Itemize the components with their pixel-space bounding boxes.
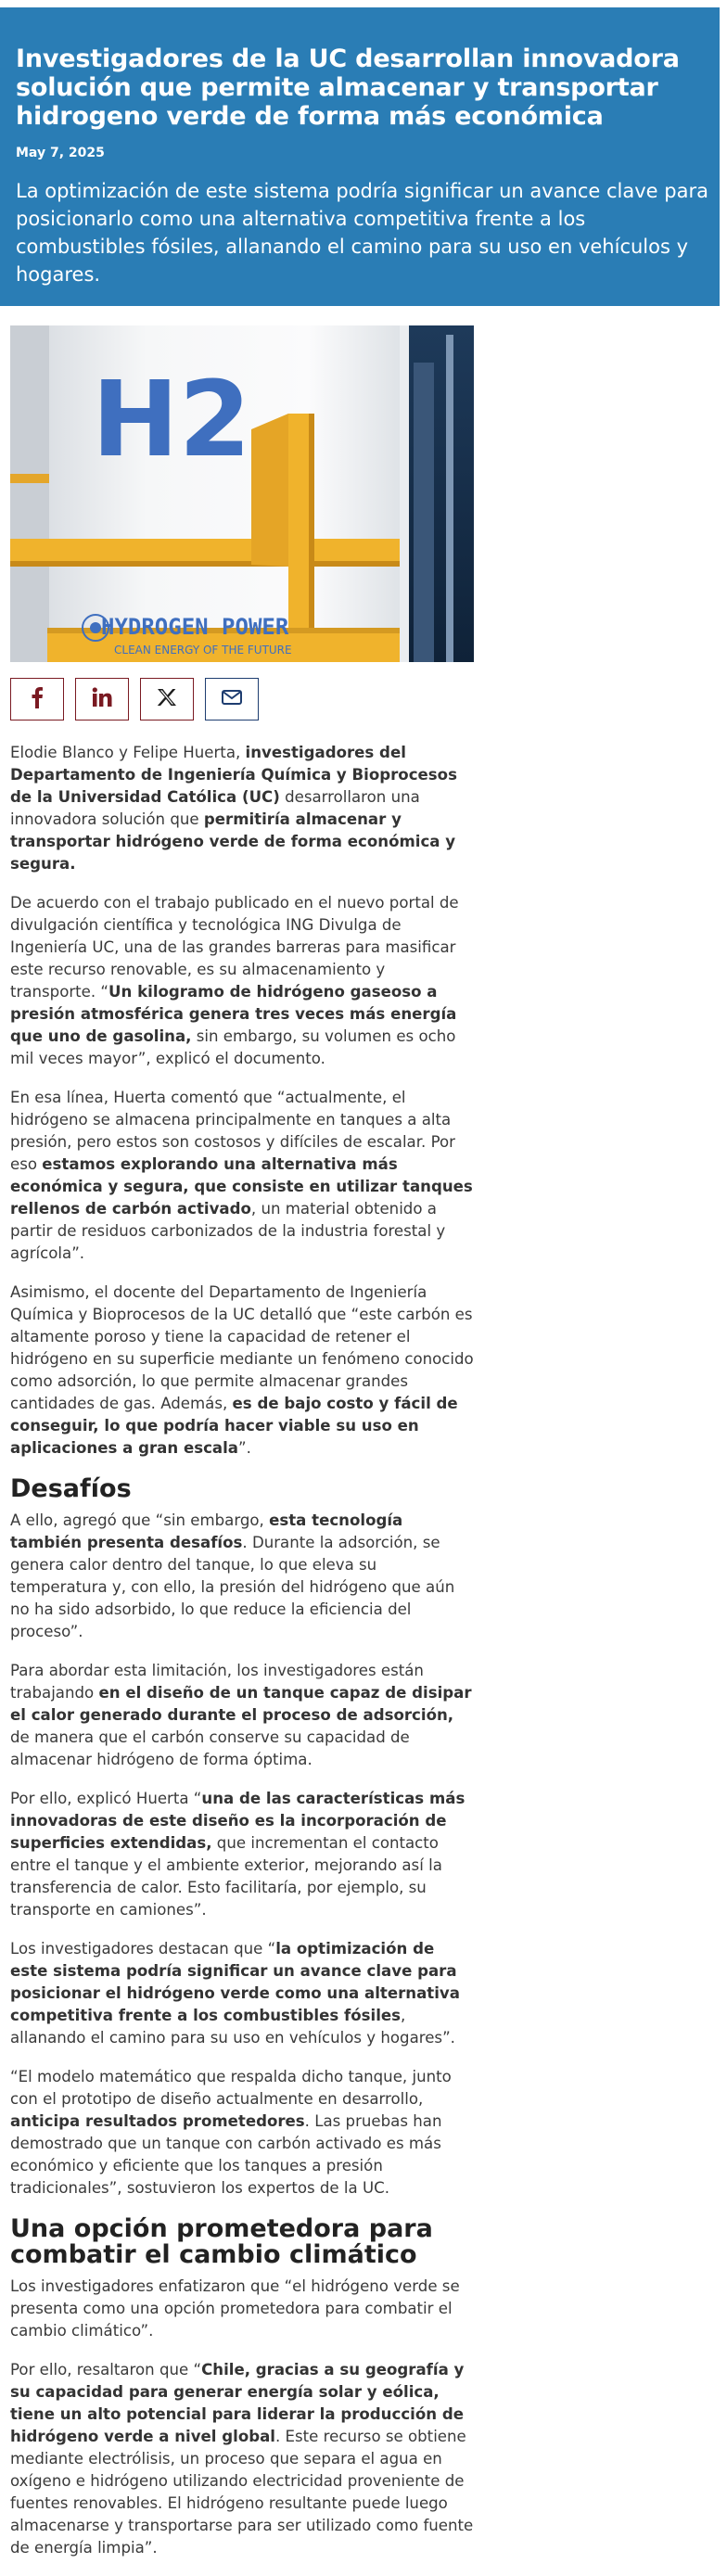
brand-label-graphic: HYDROGEN POWER: [101, 614, 289, 640]
article-subtitle: La optimización de este sistema podría significar un avance clave para posicionarlo como una alternativa competitiva frente a los combustibles fósiles, allanando el camino para su uso en vehículos y hogares.: [16, 180, 708, 286]
paragraph: De acuerdo con el trabajo publicado en el nuevo portal de divulgación científica y tecnológica ING Divulga de Ingeniería UC, una de las grandes barreras para masificar este recurso renovable, es su almacenamiento y transporte. “Un kilogramo de hidrógeno gaseoso a presión atmosférica genera tres veces más energía que uno de gasolina, sin embargo, su volumen es ocho mil veces mayor”, explicó el documento.: [10, 894, 459, 1067]
publish-date: May 7, 2025: [16, 146, 105, 160]
paragraph: Elodie Blanco y Felipe Huerta, investigadores del Departamento de Ingeniería Química y Bioprocesos de la Universidad Católica (UC) desarrollaron una innovadora solución que permitiría almacenar y transportar hidrógeno verde de forma económica y segura.: [10, 744, 457, 873]
paragraph: En esa línea, Huerta comentó que “actualmente, el hidrógeno se almacena principalmente en tanques a alta presión, pero estos son costosos y difíciles de escalar. Por eso estamos explorando una alternativa más económica y segura, que consiste en utilizar tanques rellenos de carbón activado, un material obtenido a partir de residuos carbonizados de la industria forestal y agrícola”.: [10, 1089, 473, 1262]
share-email-button[interactable]: [205, 678, 259, 721]
article-body: [10, 742, 474, 2576]
paragraph: A ello, agregó que “sin embargo, esta tecnología también presenta desafíos. Durante la adsorción, se genera calor dentro del tanque, lo que eleva su temperatura y, con ello, la presión del hidrógeno que aún no ha sido adsorbido, lo que reduce la eficiencia del proceso”.: [10, 1511, 455, 1640]
section-heading-opcion: Una opción prometedora para combatir el cambio climático: [10, 2214, 433, 2269]
article-title: Investigadores de la UC desarrollan innovadora solución que permite almacenar y transportar hidrogeno verde de forma más económica: [16, 45, 680, 131]
paragraph: Los investigadores destacan que “la optimización de este sistema podría significar un avance clave para posicionar el hidrógeno verde como una alternativa competitiva frente a los combustibles fósiles, allanando el camino para su uso en vehículos y hogares”.: [10, 1940, 460, 2047]
linkedin-icon: [92, 687, 112, 711]
tagline-label-graphic: CLEAN ENERGY OF THE FUTURE: [114, 644, 292, 657]
x-icon: [157, 688, 177, 710]
share-facebook-button[interactable]: [10, 678, 64, 721]
hydrogen-tank-photo: [10, 325, 474, 662]
envelope-icon: [222, 690, 242, 708]
paragraph: Para abordar esta limitación, los investigadores están trabajando en el diseño de un tanque capaz de disipar el calor generado durante el proceso de adsorción, de manera que el carbón conserve su capacidad de almacenar hidrógeno de forma óptima.: [10, 1662, 472, 1768]
paragraph: Por ello, explicó Huerta “una de las características más innovadoras de este diseño es la incorporación de superficies extendidas, que incrementan el contacto entre el tanque y el ambiente exterior, mejorando así la transferencia de calor. Esto facilitaría, por ejemplo, su transporte en camiones”.: [10, 1790, 466, 1919]
share-linkedin-button[interactable]: [75, 678, 129, 721]
paragraph: Los investigadores enfatizaron que “el hidrógeno verde se presenta como una opción prometedora para combatir el cambio climático”.: [10, 2277, 460, 2340]
facebook-icon: [31, 686, 44, 712]
paragraph: Por ello, resaltaron que “Chile, gracias a su geografía y su capacidad para generar energía solar y eólica, tiene un alto potencial para liderar la producción de hidrógeno verde a nivel global. Este recurso se obtiene mediante electrólisis, un proceso que separa el agua en oxígeno e hidrógeno utilizando electricidad proveniente de fuentes renovables. El hidrógeno resultante puede luego almacenarse y transportarse para ser utilizado como fuente de energía limpia”.: [10, 2361, 474, 2557]
share-x-button[interactable]: [140, 678, 194, 721]
section-heading-desafios: Desafíos: [10, 1474, 132, 1503]
article-header: [0, 7, 720, 306]
paragraph: Asimismo, el docente del Departamento de Ingeniería Química y Bioprocesos de la UC detalló que “este carbón es altamente poroso y tiene la capacidad de retener el hidrógeno en su superficie mediante un fenómeno conocido como adsorción, lo que permite almacenar grandes cantidades de gas. Además, es de bajo costo y fácil de conseguir, lo que podría hacer viable su uso en aplicaciones a gran escala”.: [10, 1283, 474, 1457]
share-bar: [10, 678, 259, 721]
h2-label-graphic: H2: [92, 360, 251, 480]
paragraph: “El modelo matemático que respalda dicho tanque, junto con el prototipo de diseño actualmente en desarrollo, anticipa resultados prometedores. Las pruebas han demostrado que un tanque con carbón activado es más económico y eficiente que los tanques a presión tradicionales”, sostuvieron los expertos de la UC.: [10, 2068, 452, 2197]
